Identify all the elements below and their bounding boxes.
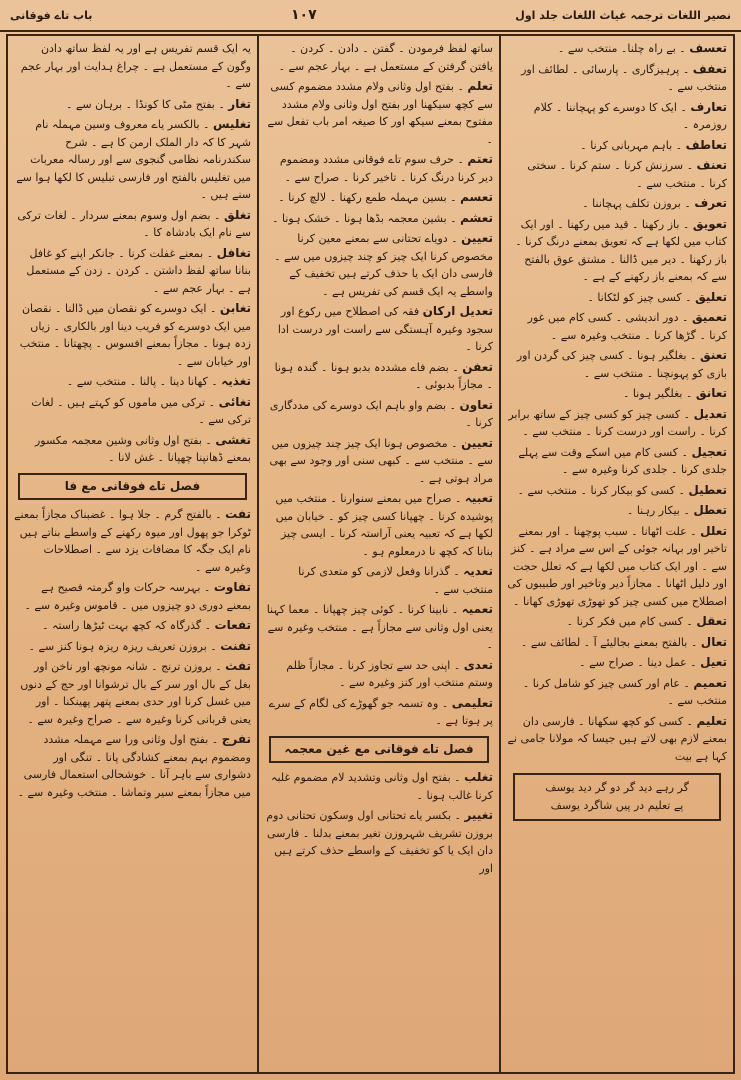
dictionary-entry	[265, 769, 493, 804]
dictionary-entry	[507, 195, 727, 213]
dictionary-entry	[507, 40, 727, 58]
entry-definition: ۔ بضم فاے مشددہ بدبو ہونا ۔ گندہ ہونا ۔ مجازاً بدبوئی ۔	[274, 360, 493, 391]
dictionary-entry	[265, 397, 493, 432]
entry-headword: تعویق	[692, 216, 727, 231]
entry-definition: ۔ کسی چیز کو کسی چیز کے ساتھ برابر کرنا ۔ راست اور درست کرنا ۔ منتخب سے ۔	[508, 407, 727, 438]
section-title-fa: فصل تاے فوقانی مع فا	[18, 473, 247, 501]
entry-headword: تعلیق	[695, 289, 727, 304]
entry-headword: تعارف	[690, 99, 727, 114]
dictionary-entry	[14, 658, 251, 728]
dictionary-entry	[507, 523, 727, 611]
entry-headword: تغلیس	[212, 117, 251, 131]
entry-headword: تعنق	[700, 348, 727, 362]
entry-definition: یہ ایک قسم تفریس ہے اور یہ لفظ ساتھ دادن وگون کے مستعمل ہے ۔ چراغ ہدایت اور بہار عجم سے ۔	[20, 42, 251, 90]
entry-definition: ۔ بمعنے غفلت کرنا ۔ جانکر اپنے کو غافل بنانا ساتھ لفظ داشتن ۔ کردن ۔ زدن کے مستعمل ہے ۔ بہار عجم سے ۔	[26, 246, 251, 295]
entry-headword: تغلب	[464, 770, 493, 784]
entry-definition: ۔ بشین معجمہ بڈھا ہونا ۔ خشک ہونا ۔	[272, 211, 457, 225]
entry-definition: ۔ بفتح اول وثانی وتشدید لام مضموم غلبہ کرنا غالب ہونا ۔	[271, 771, 493, 802]
entry-definition: ۔ صراح میں بمعنے سنوارنا ۔ منتخب میں پوشیدہ کرنا ۔ چھپانا کسی چیز کو ۔ خیابان میں لکھا ہے کہ تعبیہ یعنی آراستہ کرنا ۔ ایسی چیز بنانا کہ کچھ نا درمعلوم ہو ۔	[275, 492, 493, 558]
dictionary-entry	[265, 435, 493, 488]
entry-definition: ۔ بفتح مٹی کا کونڈا ۔ برہان سے ۔	[65, 97, 225, 111]
dictionary-entry	[14, 731, 251, 801]
entry-definition: ۔ بغلگیر ہونا ۔ کسی چیز کی گردن اور بازی کو پہونچنا ۔ منتخب سے ۔	[516, 349, 727, 380]
entry-definition: ۔ عمل دینا ۔ صراح سے ۔	[579, 656, 697, 669]
entry-definition: ۔ ترکی میں ماموں کو کہتے ہیں ۔ لغات ترکی سے ۔	[31, 395, 251, 426]
dictionary-entry	[265, 807, 493, 877]
dictionary-entry	[14, 300, 251, 370]
dictionary-entry	[507, 634, 727, 652]
entry-headword: تعمیہ	[461, 602, 493, 616]
entry-headword: تفنت	[220, 638, 251, 653]
dictionary-entry	[14, 245, 251, 298]
entry-headword: تعنف	[696, 158, 727, 172]
dictionary-entry	[14, 579, 251, 614]
entry-headword: تعطل	[693, 503, 727, 517]
entry-definition: ۔ ایک کا دوسرے کو پہچاننا ۔ کلام روزمرہ ۔	[533, 100, 727, 131]
dictionary-entry	[507, 347, 727, 382]
entry-definition: ۔ باہم مہربانی کرنا ۔	[580, 138, 683, 152]
dictionary-entry	[265, 563, 493, 598]
entry-definition: ۔ پرہیزگاری ۔ پارسائی ۔ لطائف اور منتخب سے ۔	[521, 62, 727, 93]
entry-headword: تفرج	[221, 732, 251, 746]
entry-headword: تعبیہ	[464, 491, 493, 505]
entry-definition: ۔ بفتح اول وثانی ورا سے مہملہ مشدد ومضموم بہم بمعنے کشادگی پانا ۔ تنگی اور دشواری سے باہر آنا ۔ خوشحالی استعمال فارسی میں مجازاً بمعنے سیر وتماشا ۔ منتخب وغیرہ سے ۔	[17, 733, 251, 799]
entry-headword: تعانق	[695, 386, 727, 400]
entry-headword: تعدی	[463, 657, 493, 672]
dictionary-entry	[507, 502, 727, 520]
entry-definition: ۔ اپنی حد سے تجاوز کرنا ۔ مجازاً ظلم وستم منتخب اور کنز وغیرہ سے ۔	[286, 658, 493, 689]
entry-definition: ۔ کھانا دینا ۔ پالنا ۔ منتخب سے ۔	[66, 375, 218, 388]
entry-definition: ۔ نابینا کرنا ۔ کوئی چیز چھپانا ۔ معما کہنا یعنی اول وثانی سے مجازاً ہے ۔ منتخب وغیرہ سے ۔	[266, 603, 493, 651]
entry-definition: ۔ بفتح اول وثانی وشین معجمہ مکسور بمعنے ڈھانپنا چھپانا ۔ غش لانا ۔	[34, 433, 251, 464]
entry-definition: ۔ بروزن تکلف پہچاننا ۔	[582, 197, 691, 210]
entry-headword: تعلیمی	[451, 695, 493, 710]
entry-definition: ۔ بروزن تعریف ریزہ ریزہ ہونا کنز سے ۔	[28, 639, 217, 653]
entry-headword: تغائی	[218, 394, 251, 409]
dictionary-entry	[265, 601, 493, 654]
entry-headword: تغلق	[224, 207, 251, 222]
dictionary-entry	[507, 713, 727, 766]
entry-headword: تعیین	[461, 435, 493, 450]
columns-frame	[6, 34, 735, 1074]
dictionary-entry	[14, 432, 251, 467]
entry-headword: تعفن	[462, 359, 493, 374]
dictionary-entry	[507, 216, 727, 286]
poem-line-1: گر رہے دید گر دو گر دید یوسف	[545, 781, 689, 794]
dictionary-entry	[265, 78, 493, 148]
dictionary-entry	[265, 40, 493, 75]
dictionary-entry	[14, 207, 251, 242]
dictionary-entry	[265, 490, 493, 560]
entry-definition: ۔ بالفتح گرم ۔ جلا ہوا ۔ غضبناک مجازاً بمعنے ٹوکرا جو پھول اور میوہ رکھنے کے واسطے بناتے ہیں نام ایک جگہ کا مضافات یزد سے ۔ اصطلاحات وغیرہ سے ۔	[14, 508, 251, 574]
dictionary-entry	[14, 638, 251, 656]
entry-definition: ساتھ لفظ فرمودن ۔ گفتن ۔ دادن ۔ کردن ۔ یافتن گرفتن کے مستعمل ہے ۔ بہار عجم سے ۔	[278, 42, 493, 73]
entry-headword: تعمیق	[691, 310, 727, 324]
entry-definition: ۔ بضم واو باہم ایک دوسرے کی مددگاری کرنا ۔	[269, 398, 493, 429]
entry-headword: تفث	[225, 659, 251, 673]
dictionary-entry	[14, 116, 251, 204]
dictionary-entry	[507, 61, 727, 96]
dictionary-entry	[507, 309, 727, 344]
entry-definition: ۔ سرزنش کرنا ۔ ستم کرنا ۔ سختی کرنا ۔ منتخب سے ۔	[527, 159, 727, 190]
dictionary-entry	[14, 394, 251, 429]
entry-headword: تعال	[700, 634, 727, 649]
entry-headword: تعجیل	[691, 444, 727, 459]
entry-definition: ۔ باز رکھنا ۔ قید میں رکھنا ۔ اور ایک کتاب میں لکھا ہے کہ تعویق بمعنے درنگ کرنا ۔ باز رکھنا ۔ دیر میں ڈالنا ۔ مشتق عوق بالفتح سے کہ بمعنے باز رکھنے کے ہے ۔	[515, 217, 727, 283]
entry-definition: ۔ کسی کو کچھ سکھانا ۔ فارسی دان بمعنے لازم بھی لاتے ہیں جیسا کہ مولانا جامی نے کہا ہے بیت	[507, 714, 727, 763]
poem-box	[513, 773, 721, 821]
entry-headword: تفت	[225, 507, 251, 521]
entry-definition: ۔ بضم اول وسوم بمعنے سردار ۔ لغات ترکی سے نام ایک بادشاہ کا ۔	[17, 208, 251, 239]
entry-definition: فقہ کی اصطلاح میں رکوع اور سجود وغیرہ آہستگی سے راست اور درست ادا کرنا ۔	[277, 305, 493, 353]
entry-definition: ۔ بے راہ چلنا۔ منتخب سے ۔	[557, 42, 686, 55]
left-column	[8, 36, 257, 1072]
entry-definition: ۔ بروزن ترنج ۔ شانہ مونچھ اور ناخن اور بغل کے بال اور سر کے بال ترشوانا اور حج کے دنوں میں غسل کرنا اور حدی بمعنے پتھر پھینکنا ۔ اور یعنی قربانی کرنا وغیرہ سے ۔ صراح وغیرہ سے ۔	[20, 660, 251, 726]
entry-headword: تغابن	[219, 301, 251, 315]
entry-headword: تفعات	[214, 618, 251, 632]
dictionary-entry	[265, 359, 493, 394]
entry-headword: تعدیہ	[463, 564, 493, 578]
entry-headword: تعمیم	[693, 675, 727, 690]
dictionary-entry	[14, 373, 251, 391]
entry-definition: ۔ علت اٹھانا ۔ سبب پوچھنا ۔ اور بمعنے تاخیر اور بہانہ جوئی کے اس سے مراد ہے ۔ کنز سے ۔ اور ایک کتاب میں لکھا ہے کہ تعلل حجت اور دلیل اٹھانا ۔ مجازاً دیر وتاخیر اور طبیبوں کی اصطلاح میں کسی چیز کو تھوڑی تھوڑی کھانا ۔	[507, 524, 727, 608]
entry-definition: ۔ دویاے تحتانی سے بمعنے معین کرنا مخصوص کرنا ایک چیز کو چند چیزوں میں سے ۔ فارسی دان ایک یا حذف کرتے ہیں تخفیف کے واسطے یہ ایک قسم کی تفریس ہے ۔	[274, 232, 493, 298]
dictionary-entry	[507, 654, 727, 672]
dictionary-entry	[265, 230, 493, 300]
entry-definition: ۔ بکسر یاے تحتانی اول وسکون تحتانی دوم بروزن تشریف شہروزن تغیر بمعنے بدلنا ۔ فارسی دان ایک یا کو تخفیف کے واسطے حذف کرتے ہیں اور	[266, 809, 493, 875]
entry-definition: ۔ بیکار رہنا ۔	[626, 504, 690, 517]
entry-headword: تعسف	[689, 41, 727, 55]
header-left-title: باب تاے فوقانی	[10, 8, 93, 22]
dictionary-entry	[265, 695, 493, 730]
dictionary-entry	[507, 444, 727, 479]
entry-headword: تعلیم	[696, 713, 727, 728]
entry-definition: ۔ ایک دوسرے کو نقصان میں ڈالنا ۔ نقصان میں ایک دوسرے کو فریب دینا اور بالکاری ۔ زیاں زدہ ہونا ۔ مجازاً بمعنے افسوس ۔ پچھتانا ۔ منتخب اور خیابان سے ۔	[19, 302, 251, 368]
dictionary-entry	[265, 303, 493, 356]
dictionary-entry	[14, 617, 251, 635]
entry-definition: ۔ بغلگیر ہونا ۔	[622, 387, 693, 400]
header-right-title: نصیر اللغات ترجمہ غیاث اللغات جلد اول	[515, 8, 731, 22]
page-header	[0, 0, 741, 32]
entry-definition: ۔ بفتح اول وثانی ولام مشدد مضموم کسی سے کچھ سیکھنا اور بفتح اول وثانی ولام مشدد مفتوح بمعنے سیکھ اور کا صیغہ امر باب تفعل سے ۔	[267, 80, 493, 146]
dictionary-entry	[14, 96, 251, 114]
middle-column	[257, 36, 501, 1072]
entry-headword: تعقل	[696, 614, 727, 628]
entry-definition: ۔ کسی کو بیکار کرنا ۔ منتخب سے ۔	[517, 483, 685, 497]
entry-headword: تعسم	[460, 190, 493, 204]
entry-definition: ۔ گذرانا وفعل لازمی کو متعدی کرنا منتخب سے ۔	[298, 565, 493, 596]
entry-headword: تفاوت	[213, 580, 251, 594]
dictionary-entry	[507, 406, 727, 441]
dictionary-entry	[507, 157, 727, 192]
dictionary-entry	[265, 210, 493, 228]
dictionary-entry	[265, 151, 493, 186]
entry-definition: ۔ کسی کام میں اسکے وقت سے پہلے جلدی کرنا ۔ جلدی کرنا وغیرہ سے ۔	[518, 445, 727, 476]
entry-definition: ۔ دور اندیشی ۔ کسی کام میں غور کرنا ۔ گڑھا کرنا ۔ منتخب وغیرہ سے ۔	[527, 311, 727, 342]
dictionary-entry	[14, 506, 251, 576]
entry-headword: تعفف	[692, 61, 727, 76]
entry-definition: ۔ حرف سوم تاے فوقانی مشدد ومضموم دیر کرنا درنگ کرنا ۔ تاخیر کرنا ۔ صراح سے ۔	[279, 153, 493, 184]
entry-definition: ۔ کسی کام میں فکر کرنا ۔	[566, 615, 693, 628]
entry-headword: تعاون	[459, 397, 493, 412]
entry-definition: ۔ گذرگاہ کہ کچھ بہت ٹیڑھا راستہ ۔	[42, 619, 212, 632]
entry-definition: ۔ عام اور کسی چیز کو شامل کرنا ۔ منتخب سے ۔	[522, 676, 727, 707]
dictionary-entry	[265, 189, 493, 207]
entry-headword: تغییر	[464, 808, 493, 822]
entry-headword: تعلم	[467, 79, 493, 93]
entry-definition: ۔ بسین مہملہ طمع رکھنا ۔ لالچ کرنا ۔	[278, 191, 457, 204]
dictionary-entry	[265, 657, 493, 692]
entry-definition: ۔ بالفتح بمعنے بجالیئے آ ۔ لطائف سے ۔	[520, 635, 698, 649]
entry-headword: تعلل	[700, 523, 727, 538]
entry-definition: ۔ کسی چیز کو لٹکانا ۔	[587, 290, 692, 304]
entry-headword: تعتم	[467, 152, 493, 166]
entry-headword: تعشم	[460, 210, 493, 225]
dictionary-entry	[507, 137, 727, 155]
dictionary-entry	[507, 385, 727, 403]
entry-headword: تعیین	[461, 231, 493, 245]
entry-definition: ۔ بہرسہ حرکات واو گرمتہ فصیح ہے بمعنے دوری دو چیزوں میں ۔ قاموس وغیرہ سے ۔	[24, 581, 251, 612]
dictionary-entry	[507, 99, 727, 134]
dictionary-entry	[507, 289, 727, 307]
entry-headword: تغشی	[215, 432, 251, 447]
entry-headword: تعدیل	[693, 406, 727, 421]
dictionary-entry	[507, 675, 727, 710]
entry-headword: تعطیل	[688, 482, 727, 497]
entry-headword: تعرف	[694, 196, 727, 210]
page-number: ۱۰۷	[291, 7, 317, 23]
entry-definition: ۔ مخصوص ہونا ایک چیز چند چیزوں میں سے ۔ منتخب سے ۔ کبھی سنی اور وجود سے بھی مراد ہوتی ہے ۔	[269, 436, 493, 485]
right-column	[501, 36, 733, 1072]
entry-headword: تعیل	[700, 655, 727, 669]
dictionary-entry	[507, 482, 727, 500]
poem-line-2: پے تعلیم در پیں شاگرد یوسف	[550, 799, 684, 812]
entry-headword: تعاطف	[685, 137, 727, 152]
entry-headword: تغافل	[216, 245, 251, 260]
entry-headword: تغذیہ	[221, 374, 251, 388]
dictionary-entry	[14, 40, 251, 93]
entry-headword: تغار	[228, 96, 251, 111]
section-title-ghain: فصل تاے فوقانی مع غین معجمہ	[269, 736, 489, 764]
entry-headword: تعدیل ارکان	[422, 304, 493, 318]
dictionary-entry	[507, 613, 727, 631]
entry-definition: ۔ وہ تسمہ جو گھوڑے کی لگام کے سرے پر ہوتا ہے ۔	[268, 696, 493, 727]
entry-definition: ۔ بالکسر یاے معروف وسین مہملہ نام شہر کا کہ دار الملک ارمن کا ہے ۔ شرح سکندرنامہ نظامی گنجوی سے اور رسالہ معربات میں تغلیس بالفتح اور فارسی تبلیس کا لکھا ہوا سے سنے ہیں ۔	[16, 118, 251, 201]
